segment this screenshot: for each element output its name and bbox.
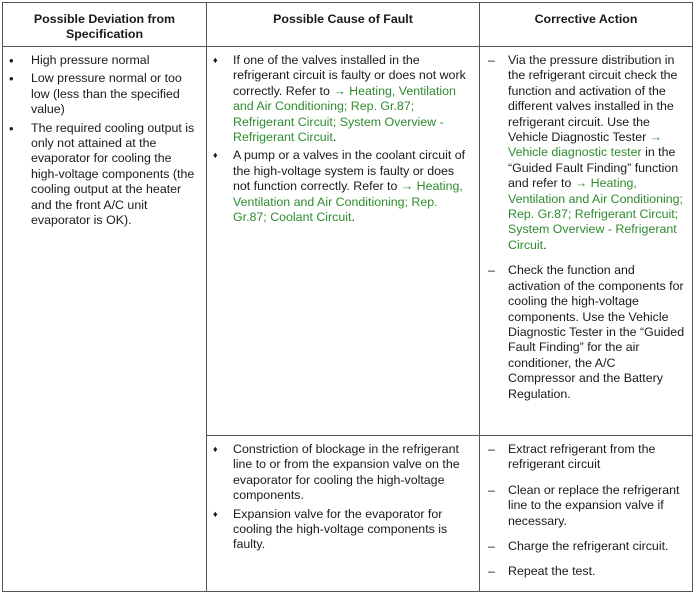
bullet-icon: • <box>9 120 14 136</box>
header-row <box>3 3 693 47</box>
action-item: – Extract refrigerant from the refrigerant circuit <box>488 442 656 472</box>
cause-cell <box>207 436 480 592</box>
action-item: – Check the function and activation of the components for cooling the high-voltage components. Use the Vehicle Diagnostic Tester in the “Guided Fault Finding” for the air conditioner, the A/C Compressor and the Battery Regulation. <box>488 263 685 401</box>
cause-item: ♦ Expansion valve for the evaporator for cooling the high-voltage components is faulty. <box>213 506 448 552</box>
table-row <box>3 47 693 436</box>
dash-bullet-icon: – <box>488 564 495 579</box>
deviation-item: • Low pressure normal or too low (less than the specified value) <box>9 71 182 117</box>
action-item: – Charge the refrigerant circuit. <box>488 539 669 554</box>
action-cell <box>480 47 693 436</box>
deviation-item: • The required cooling output is only not attained at the evaporator for cooling the high-voltage components (the cooling output at the heater and the front A/C unit evaporator is OK). <box>9 120 195 228</box>
header-deviation: Possible Deviation from Specification <box>3 3 207 47</box>
action-cell <box>480 436 693 592</box>
diagnostic-tester-link[interactable]: → Vehicle diagnostic tester <box>508 130 663 160</box>
coolant-circuit-link[interactable]: → Heating, Ventilation and Air Conditioning; Rep. Gr.87; Coolant Circuit <box>233 179 463 225</box>
bullet-icon: • <box>9 71 14 87</box>
cause-item: ♦ A pump or a valves in the coolant circuit of the high-voltage system is faulty or does not function correctly. Refer to → Heating, Ventilation and Air Conditioning; Rep. Gr.87; Coolant Circuit. <box>213 148 466 225</box>
cause-item: ♦ Constriction of blockage in the refrigerant line to or from the expansion valve on the evaporator for cooling the high-voltage components. <box>213 442 460 503</box>
diamond-bullet-icon: ♦ <box>213 55 218 65</box>
cause-cell <box>207 47 480 436</box>
action-item: – Repeat the test. <box>488 564 596 579</box>
dash-bullet-icon: – <box>488 539 495 554</box>
diamond-bullet-icon: ♦ <box>213 508 218 519</box>
deviation-cell <box>3 47 207 592</box>
dash-bullet-icon: – <box>488 53 495 67</box>
cause-item: ♦ If one of the valves installed in the refrigerant circuit is faulty or does not work correctly. Refer to → Heating, Ventilation and Air Conditioning; Rep. Gr.87; Refrigerant Circuit; System Overview - Refrigerant Circuit. <box>213 53 466 145</box>
bullet-icon: • <box>9 53 14 68</box>
dash-bullet-icon: – <box>488 482 495 497</box>
dash-bullet-icon: – <box>488 263 495 278</box>
deviation-item: • High pressure normal <box>9 53 150 68</box>
refrigerant-circuit-link[interactable]: → Heating, Ventilation and Air Conditioning; Rep. Gr.87; Refrigerant Circuit; System Overview - Refrigerant Circuit <box>233 83 456 145</box>
fault-table <box>2 2 693 592</box>
diamond-bullet-icon: ♦ <box>213 444 218 454</box>
refrigerant-circuit-link[interactable]: → Heating, Ventilation and Air Conditioning; Rep. Gr.87; Refrigerant Circuit; System Overview - Refrigerant Circuit <box>508 176 683 252</box>
action-item: – Clean or replace the refrigerant line to the expansion valve if necessary. <box>488 482 680 528</box>
header-action: Corrective Action <box>480 3 693 47</box>
header-cause: Possible Cause of Fault <box>207 3 480 47</box>
dash-bullet-icon: – <box>488 442 495 456</box>
diamond-bullet-icon: ♦ <box>213 150 218 161</box>
action-item: – Via the pressure distribution in the refrigerant circuit check the function and activation of the different valves installed in the refrigerant circuit. Use the Vehicle Diagnostic Tester → Vehicle diagnostic tester in the “Guided Fault Finding” function and refer to → Heating, Ventilation and Air Conditioning; Rep. Gr.87; Refrigerant Circuit; System Overview - Refrigerant Circuit. <box>488 53 683 252</box>
